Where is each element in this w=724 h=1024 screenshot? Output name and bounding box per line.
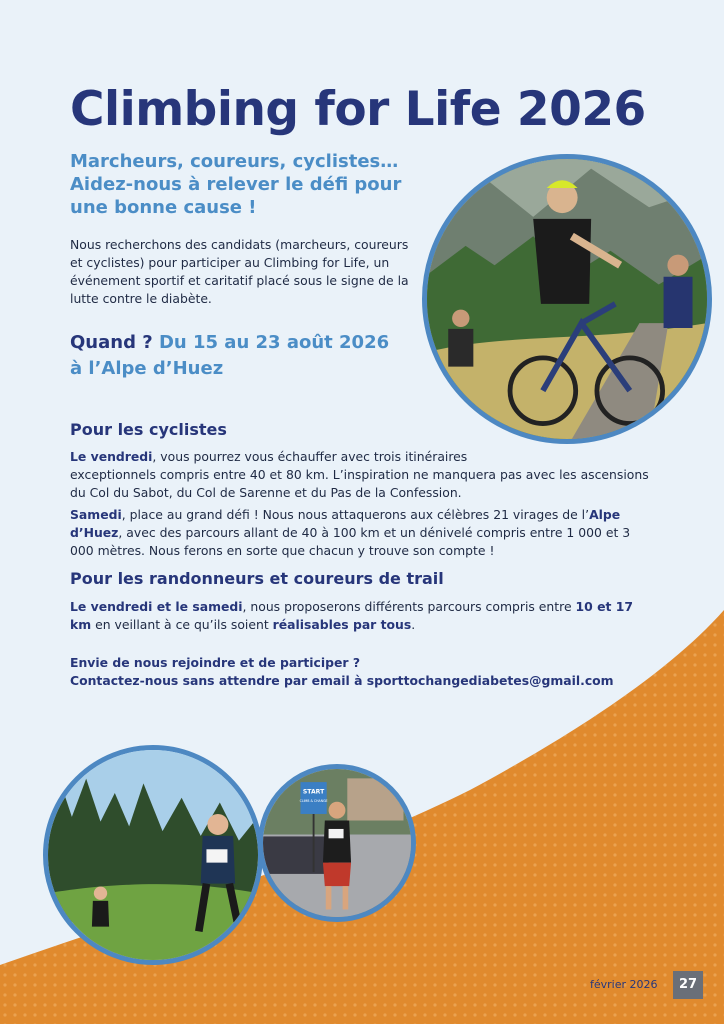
call-to-action — [70, 654, 650, 690]
hikers-text-b: en veillant à ce qu’ils soient — [91, 617, 273, 632]
start-sign-photo — [258, 764, 416, 922]
subtitle-line1: Marcheurs, coureurs, cyclistes… — [70, 151, 399, 172]
cta-line1: Envie de nous rejoindre et de participer ? — [70, 655, 361, 670]
saturday-place: Alpe d’Huez — [70, 507, 621, 540]
contact-email-link[interactable]: sporttochangediabetes@gmail.com — [366, 673, 614, 688]
friday-label: Le vendredi — [70, 449, 153, 464]
page-title: Climbing for Life 2026 — [70, 82, 646, 137]
saturday-text-a: , place au grand défi ! Nous nous attaquerons aux célèbres 21 virages de l’ — [121, 507, 590, 522]
friday-text-a: , vous pourrez vous échauffer avec trois itinéraires — [152, 449, 468, 464]
cyclists-saturday-paragraph — [70, 506, 650, 560]
friday-text-b: exceptionnels compris entre 40 et 80 km. L’inspiration ne manquera pas avec les ascensions du Col du Sabot, du Col de Sarenne et du Pas de la Confession. — [70, 467, 649, 500]
hikers-text-c: . — [411, 617, 416, 632]
footer-date: février 2026 — [590, 978, 658, 991]
when-dates: Du 15 au 23 août 2026 — [158, 332, 390, 353]
runners-photo — [43, 745, 263, 965]
cyclists-photo-image — [427, 159, 707, 439]
hikers-accessible: réalisables par tous — [272, 617, 412, 632]
page-number: 27 — [673, 971, 703, 999]
cyclists-photo — [422, 154, 712, 444]
cta-line2 — [70, 672, 650, 690]
start-sign-photo-image — [263, 769, 411, 917]
cta-line2-prefix: Contactez-nous sans attendre par email à — [70, 673, 367, 688]
saturday-text-b: , avec des parcours allant de 40 à 100 km et un dénivelé compris entre 1 000 et 3 000 mètres. Nous ferons en sorte que chacun y trouve son compte ! — [70, 525, 631, 558]
event-dates — [70, 330, 430, 382]
hikers-text-a: , nous proposerons différents parcours compris entre — [242, 599, 576, 614]
runners-photo-image — [48, 750, 258, 960]
when-place: à l’Alpe d’Huez — [70, 358, 224, 379]
intro-paragraph: Nous recherchons des candidats (marcheurs, coureurs et cyclistes) pour participer au Climbing for Life, un événement sportif et caritatif placé sous le signe de la lutte contre le diabète. — [70, 237, 409, 306]
hikers-paragraph — [70, 598, 650, 634]
sign-start-text: START — [302, 788, 325, 796]
hikers-heading: Pour les randonneurs et coureurs de trail — [70, 569, 444, 588]
cyclists-heading: Pour les cyclistes — [70, 420, 227, 439]
hikers-distance: 10 et 17 km — [70, 599, 633, 632]
cyclists-friday-paragraph — [70, 448, 650, 502]
subtitle — [70, 150, 430, 219]
sign-subtext: CLIMB & CHANGE — [299, 798, 328, 803]
when-question: Quand ? — [70, 332, 153, 353]
hikers-days-label: Le vendredi et le samedi — [70, 599, 243, 614]
subtitle-line2: Aidez-nous à relever le défi pour une bonne cause ! — [70, 174, 402, 218]
saturday-label: Samedi — [70, 507, 122, 522]
